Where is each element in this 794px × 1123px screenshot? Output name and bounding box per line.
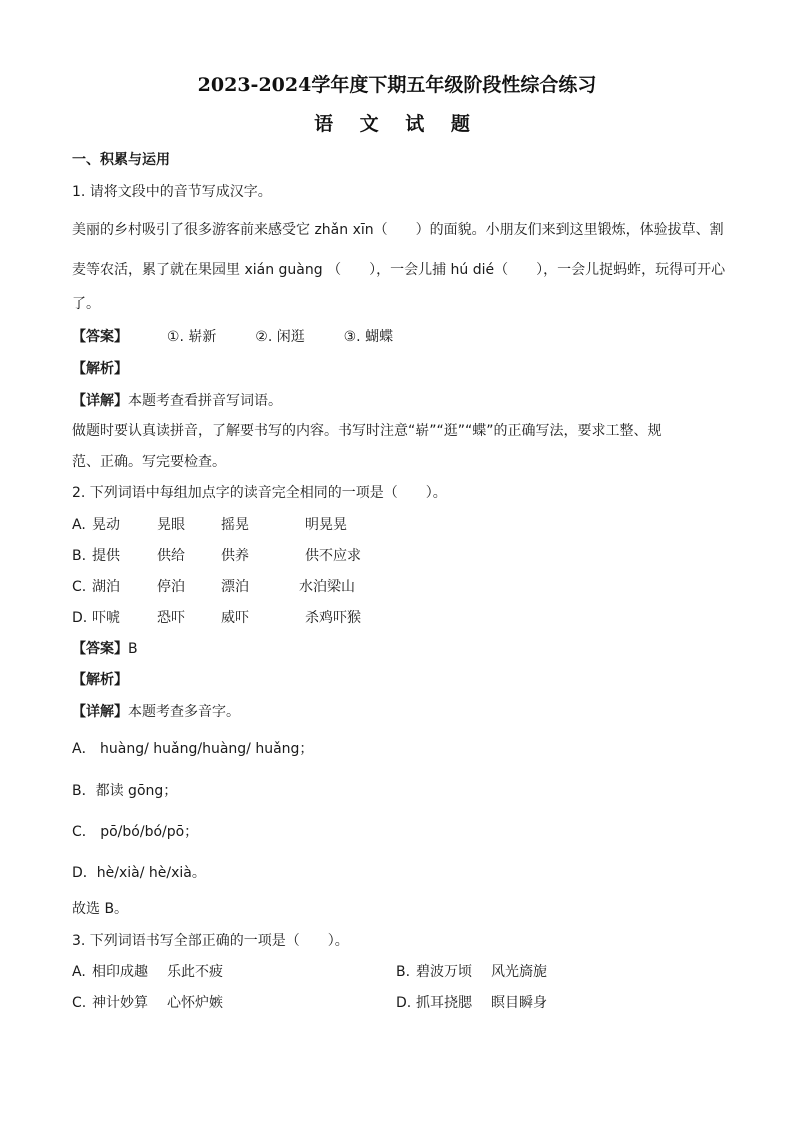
option-word: 晃眼 [157, 517, 185, 533]
option-word: 湖泊 [92, 579, 120, 595]
q1-answer [72, 327, 393, 347]
option-label: B. [396, 964, 411, 980]
option-word: 晃动 [92, 517, 120, 533]
option-word: 神计妙算 [92, 995, 148, 1011]
section-heading: 一、积累与运用 [72, 152, 170, 168]
option-word: 恐吓 [157, 610, 185, 626]
option-word: 碧波万顷 [416, 964, 472, 980]
option-word: 杀鸡吓猴 [305, 610, 361, 626]
q1-passage-line: 了。 [72, 296, 100, 312]
q1-passage-line: 美丽的乡村吸引了很多游客前来感受它 zhǎn xīn（ ）的面貌。小朋友们来到这里锻炼，体验拔草、割 [72, 222, 724, 238]
option-word: 相印成趣 [92, 964, 148, 980]
q1-detail [72, 391, 282, 411]
option-word: 瞑目瞬身 [491, 995, 547, 1011]
q1-stem: 1. 请将文段中的音节写成汉字。 [72, 184, 272, 200]
option-label: D. [396, 995, 412, 1011]
q2-note-line: D．hè/xià/ hè/xià。 [72, 865, 206, 881]
detail-text: 本题考查多音字。 [128, 704, 240, 720]
option-word: 摇晃 [221, 517, 249, 533]
answer-tag: 【答案】 [72, 641, 128, 657]
option-label: D. [72, 610, 88, 626]
exam-title: 2023-2024学年度下期五年级阶段性综合练习 [197, 74, 597, 96]
option-word: 乐此不疲 [167, 964, 223, 980]
option-word: 心怀炉嫉 [167, 995, 223, 1011]
option-word: 供养 [221, 548, 249, 564]
option-word: 吓唬 [92, 610, 120, 626]
option-word: 漂泊 [221, 579, 249, 595]
option-label: C. [72, 579, 87, 595]
option-word: 水泊梁山 [299, 579, 355, 595]
q2-note-line: C． pō/bó/bó/pō； [72, 824, 199, 840]
option-word: 供给 [157, 548, 185, 564]
option-word: 明晃晃 [305, 517, 347, 533]
detail-tag: 【详解】 [72, 393, 128, 409]
q2-stem: 2. 下列词语中每组加点字的读音完全相同的一项是（ ）。 [72, 485, 447, 501]
option-word: 供不应求 [305, 548, 361, 564]
option-label: B. [72, 548, 87, 564]
option-word: 威吓 [221, 610, 249, 626]
answer-value: B [128, 641, 138, 657]
q1-passage-line: 麦等农活，累了就在果园里 xián guàng （ ），一会儿捕 hú dié（ ），一会儿捉蚂蚱，玩得可开心 [72, 262, 726, 278]
analysis-tag: 【解析】 [72, 361, 128, 377]
exam-subtitle: 语 文 试 题 [314, 113, 480, 135]
answer-item: ②. 闲逛 [255, 329, 305, 345]
option-label: C. [72, 995, 87, 1011]
detail-text: 本题考查看拼音写词语。 [128, 393, 282, 409]
q1-detail-line: 做题时要认真读拼音，了解要书写的内容。书写时注意“崭”“逛”“蝶”的正确写法，要求工整、规 [72, 423, 662, 439]
q2-note-line: A． huàng/ huǎng/huàng/ huǎng； [72, 741, 314, 757]
answer-tag: 【答案】 [72, 329, 128, 345]
analysis-tag: 【解析】 [72, 672, 128, 688]
option-word: 风光旖旎 [491, 964, 547, 980]
q3-stem: 3. 下列词语书写全部正确的一项是（ ）。 [72, 933, 349, 949]
q2-detail [72, 702, 240, 722]
q2-conclusion: 故选 B。 [72, 901, 129, 917]
option-word: 停泊 [157, 579, 185, 595]
answer-item: ③. 蝴蝶 [343, 329, 394, 345]
option-word: 抓耳挠腮 [416, 995, 472, 1011]
q2-note-line: B．都读 gōng； [72, 783, 178, 799]
option-word: 提供 [92, 548, 120, 564]
q1-detail-line: 范、正确。写完要检查。 [72, 454, 226, 470]
option-label: A. [72, 517, 86, 533]
answer-item: ①. 崭新 [166, 329, 217, 345]
option-label: A. [72, 964, 86, 980]
q2-answer [72, 639, 138, 659]
detail-tag: 【详解】 [72, 704, 128, 720]
